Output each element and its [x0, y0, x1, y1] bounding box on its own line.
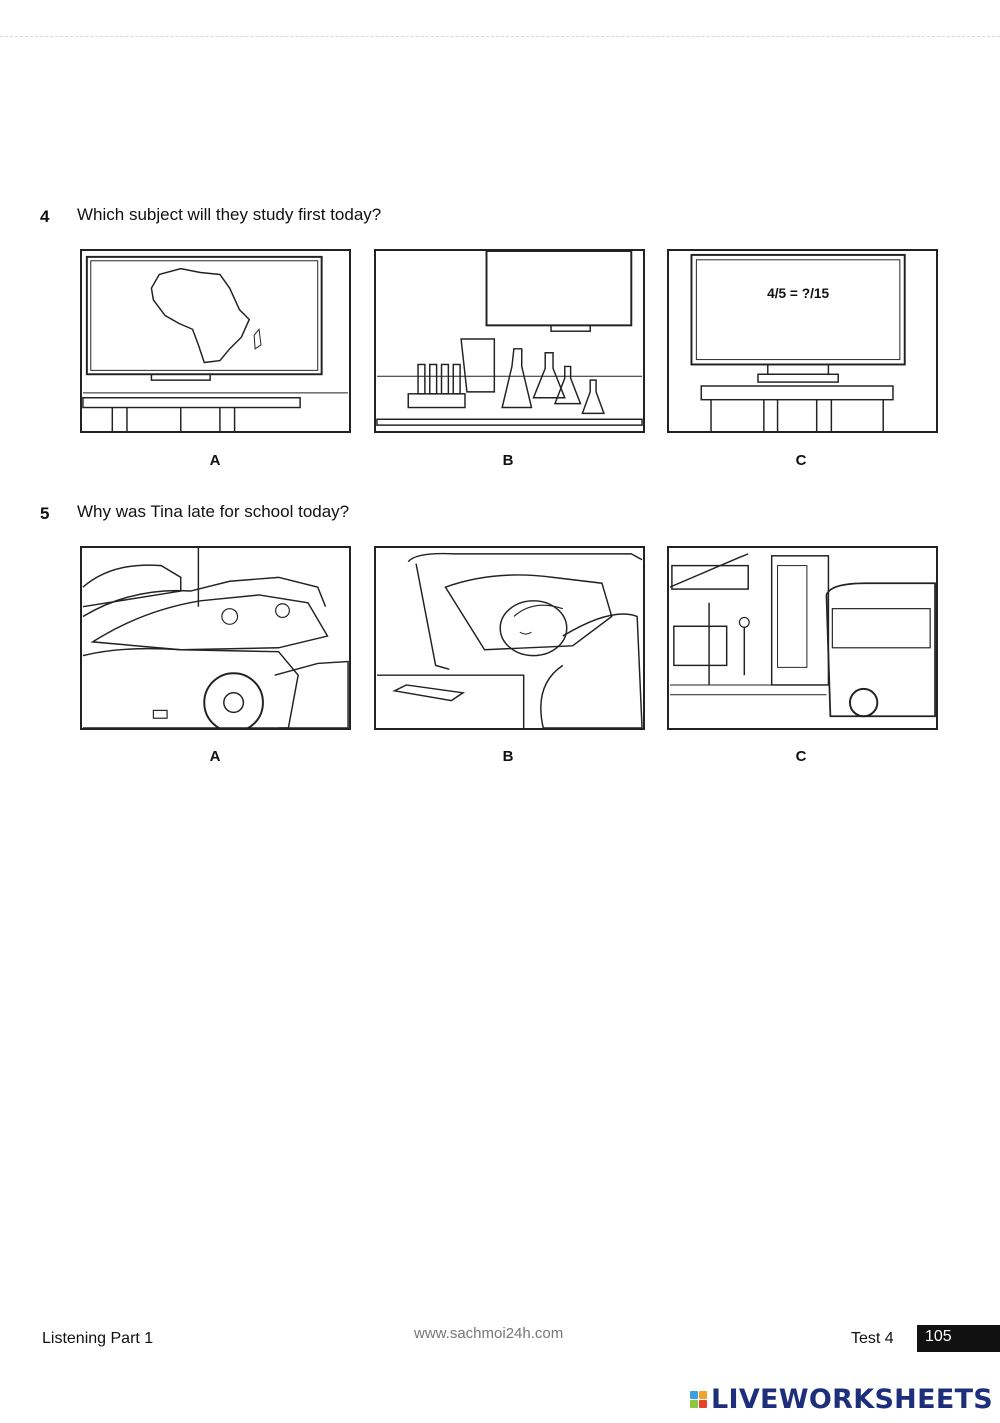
q4-option-a-image[interactable] [80, 249, 351, 433]
science-lab-illustration [376, 251, 643, 431]
q4-option-a-label: A [209, 452, 221, 469]
footer-watermark-url: www.sachmoi24h.com [414, 1325, 564, 1342]
q5-option-a-image[interactable] [80, 546, 351, 730]
q4-option-b-label: B [502, 452, 514, 469]
q5-option-c-image[interactable] [667, 546, 938, 730]
q4-option-b-image[interactable] [374, 249, 645, 433]
math-equation-text: 4/5 = ?/15 [767, 285, 830, 301]
footer-test-label: Test 4 [851, 1330, 894, 1347]
sleeping-girl-illustration [376, 548, 643, 728]
page-number: 105 [917, 1325, 1000, 1352]
q5-option-b-image[interactable] [374, 546, 645, 730]
q5-option-a-label: A [209, 748, 221, 765]
math-screen-illustration [669, 251, 936, 431]
question-5-number: 5 [40, 504, 50, 523]
traffic-jam-illustration [82, 548, 349, 728]
q4-option-c-image[interactable] [667, 249, 938, 433]
question-4-number: 4 [40, 207, 50, 226]
footer-section-title: Listening Part 1 [42, 1330, 154, 1347]
q4-option-c-label: C [795, 452, 807, 469]
liveworksheets-logo[interactable] [690, 1382, 993, 1416]
q5-option-b-label: B [502, 748, 514, 765]
africa-map-screen-illustration [82, 251, 349, 431]
question-4-text: Which subject will they study first today? [77, 205, 382, 224]
question-5-text: Why was Tina late for school today? [77, 502, 350, 521]
page-top-rule [0, 36, 1000, 37]
bus-stop-illustration [669, 548, 936, 728]
q5-option-c-label: C [795, 748, 807, 765]
liveworksheets-grid-icon [690, 1391, 707, 1408]
liveworksheets-wordmark: LIVEWORKSHEETS [711, 1383, 994, 1415]
